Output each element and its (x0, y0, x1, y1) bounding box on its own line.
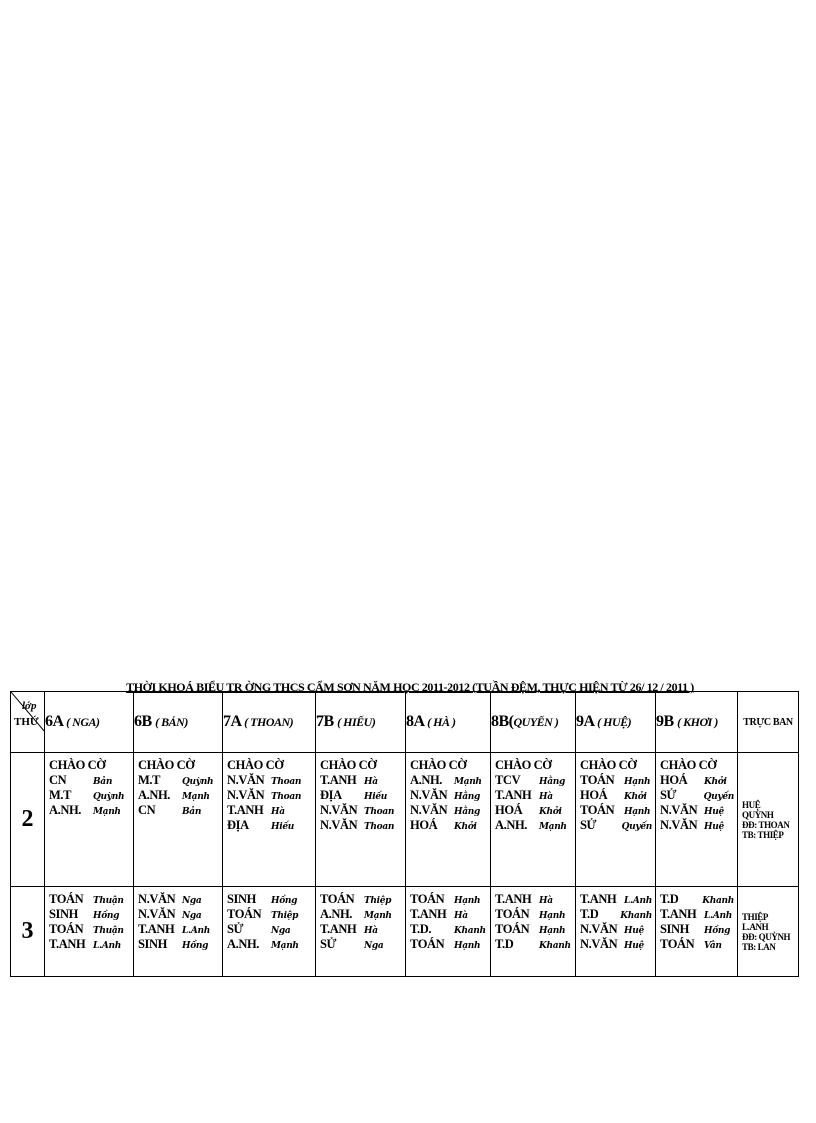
class-header-6b (134, 692, 223, 753)
lesson-subject: N.VĂN (227, 788, 265, 802)
lesson-subject: T.D (495, 937, 514, 951)
lesson-teacher: Khanh (702, 896, 734, 906)
lesson-subject: SINH (49, 907, 78, 921)
lesson-subject: CN (138, 803, 156, 817)
lesson-subject: TOÁN (495, 922, 530, 936)
class-header-7a (223, 692, 316, 753)
lesson (410, 892, 487, 907)
class-name: 7A (223, 713, 241, 730)
lesson-teacher: Khanh (539, 941, 571, 951)
lesson-teacher: Khởi (704, 777, 727, 787)
lesson-teacher: Hồng (182, 941, 209, 951)
lesson-subject: CHÀO CỜ (49, 758, 106, 772)
lesson-cell-6b (134, 753, 223, 887)
duty-line: ĐĐ: THOAN (742, 819, 790, 830)
lesson (138, 788, 219, 803)
day-number: 2 (11, 753, 45, 887)
lesson-cell-7b (316, 887, 406, 977)
lesson-teacher: Huệ (704, 807, 724, 817)
lesson-subject: SỬ (660, 788, 677, 802)
lesson (49, 922, 130, 937)
lesson-subject: A.NH. (227, 937, 260, 951)
lesson-teacher: Huệ (704, 822, 724, 832)
class-teacher: ( HÀ ) (427, 715, 456, 729)
lesson-subject: N.VĂN (320, 803, 358, 817)
lesson-teacher: L.Anh (704, 911, 733, 921)
lesson-subject: SỬ (580, 818, 597, 832)
lesson (227, 907, 312, 922)
corner-cell (11, 692, 45, 753)
lesson-teacher: Hiếu (271, 822, 294, 832)
lesson (49, 907, 130, 922)
class-name: 9A (576, 713, 594, 730)
lesson (410, 758, 487, 773)
lesson-teacher: Thiệp (364, 896, 392, 906)
lesson (138, 803, 219, 818)
lesson-teacher: Khởi (624, 792, 647, 802)
lesson (227, 758, 312, 773)
lesson-subject: N.VĂN (410, 803, 448, 817)
lesson-teacher: Hồng (93, 911, 120, 921)
lesson-teacher: Huệ (624, 941, 644, 951)
lesson-subject: T.ANH (580, 892, 617, 906)
lesson-subject: HOÁ (660, 773, 688, 787)
duty-header: TRỰC BAN (738, 692, 799, 753)
lesson (660, 937, 734, 952)
lesson-cell-6a (45, 887, 134, 977)
lesson-teacher: Hà (271, 807, 285, 817)
lesson-cell-8a (406, 887, 491, 977)
duty-line: QUỲNH (742, 809, 774, 820)
lesson-subject: CHÀO CỜ (410, 758, 467, 772)
lesson (410, 818, 487, 833)
lesson-cell-6b (134, 887, 223, 977)
header-row (11, 692, 799, 753)
lesson-subject: HOÁ (410, 818, 438, 832)
lesson-subject: TOÁN (49, 892, 84, 906)
lesson (660, 922, 734, 937)
lesson-subject: N.VĂN (320, 818, 358, 832)
class-teacher: ( KHƠI ) (677, 715, 718, 729)
duty-line: TB: LAN (742, 941, 776, 952)
lesson-subject: T.D (580, 907, 599, 921)
lesson (580, 773, 652, 788)
lesson-subject: SỬ (320, 937, 337, 951)
lesson (580, 922, 652, 937)
lesson (227, 818, 312, 833)
lesson-teacher: Vân (704, 941, 722, 951)
lesson (580, 758, 652, 773)
duty-cell (738, 753, 799, 887)
class-header-8b (491, 692, 576, 753)
lesson (495, 758, 572, 773)
class-teacher: QUYẾN ) (513, 715, 559, 729)
lesson-subject: T.D. (410, 922, 432, 936)
lesson-teacher: Quỳnh (93, 792, 125, 802)
class-header-8a (406, 692, 491, 753)
lesson-subject: A.NH. (410, 773, 443, 787)
lesson-subject: M.T (49, 788, 72, 802)
lesson-cell-7b (316, 753, 406, 887)
lesson (660, 788, 734, 803)
lesson (580, 788, 652, 803)
class-teacher: ( HIẾU) (337, 715, 376, 729)
lesson (320, 907, 402, 922)
class-header-6a (45, 692, 134, 753)
lesson-teacher: Hà (364, 777, 378, 787)
timetable-title: THỜI KHOÁ BIỂU TR ỜNG THCS CẨM SƠN NĂM HỌC 2011-2012 (TUẦN ĐỆM, THỰC HIỆN TỪ 26/ 12 / 2011 ) (126, 680, 694, 694)
lesson (660, 758, 734, 773)
lesson-subject: ĐỊA (320, 788, 342, 802)
lesson-subject: HOÁ (580, 788, 608, 802)
lesson-subject: T.D (660, 892, 679, 906)
lesson-subject: N.VĂN (660, 803, 698, 817)
lesson-teacher: Quyến (703, 792, 734, 802)
lesson-subject: SINH (227, 892, 256, 906)
lesson-teacher: Bản (93, 777, 113, 787)
lesson-subject: A.NH. (49, 803, 82, 817)
lesson-subject: N.VĂN (660, 818, 698, 832)
lesson-teacher: Hạnh (539, 911, 566, 921)
lesson (320, 773, 402, 788)
lesson-teacher: Thoan (364, 822, 395, 832)
lesson-subject: N.VĂN (138, 892, 176, 906)
lesson-subject: SINH (660, 922, 689, 936)
lesson-teacher: Mạnh (271, 941, 299, 951)
day-row (11, 753, 799, 887)
lesson (495, 818, 572, 833)
day-row (11, 887, 799, 977)
lesson-teacher: L.Anh (182, 926, 211, 936)
lesson-subject: CHÀO CỜ (227, 758, 284, 772)
lesson (495, 937, 572, 952)
lesson-subject: A.NH. (320, 907, 353, 921)
lesson-subject: A.NH. (495, 818, 528, 832)
lesson (138, 922, 219, 937)
lesson-subject: TOÁN (580, 773, 615, 787)
lesson-subject: T.ANH (495, 788, 532, 802)
lesson-subject: T.ANH (49, 937, 86, 951)
lesson-teacher: Hằng (539, 777, 565, 787)
lesson-subject: T.ANH (495, 892, 532, 906)
lesson-cell-6a (45, 753, 134, 887)
lesson-teacher: Hà (364, 926, 378, 936)
timetable-body (11, 753, 799, 977)
lesson-subject: N.VĂN (580, 922, 618, 936)
class-header-9a (576, 692, 656, 753)
lesson-teacher: Khởi (454, 822, 477, 832)
lesson (227, 788, 312, 803)
lesson-subject: N.VĂN (580, 937, 618, 951)
lesson-cell-8b (491, 887, 576, 977)
lesson-subject: TOÁN (495, 907, 530, 921)
duty-line: ĐĐ: QUỲNH (742, 931, 791, 942)
lesson (320, 818, 402, 833)
lesson (660, 803, 734, 818)
lesson-teacher: Khanh (454, 926, 486, 936)
lesson (320, 758, 402, 773)
lesson-teacher: Bản (182, 807, 202, 817)
lesson-teacher: Mạnh (454, 777, 482, 787)
lesson-subject: CHÀO CỜ (138, 758, 195, 772)
lesson (495, 892, 572, 907)
lesson-teacher: Mạnh (182, 792, 210, 802)
lesson (320, 892, 402, 907)
lesson-subject: CHÀO CỜ (580, 758, 637, 772)
duty-line: THIỆP (742, 911, 769, 922)
lesson-teacher: Hồng (271, 896, 298, 906)
lesson-teacher: Hằng (454, 807, 480, 817)
lesson-subject: SỬ (227, 922, 244, 936)
lesson (495, 773, 572, 788)
lesson (227, 922, 312, 937)
lesson-subject: A.NH. (138, 788, 171, 802)
lesson-subject: CHÀO CỜ (660, 758, 717, 772)
lesson-teacher: Mạnh (93, 807, 121, 817)
lesson-subject: M.T (138, 773, 161, 787)
lesson (227, 937, 312, 952)
lesson-cell-9a (576, 887, 656, 977)
lesson-cell-9a (576, 753, 656, 887)
lesson-subject: TOÁN (49, 922, 84, 936)
lesson-teacher: Hà (454, 911, 468, 921)
lesson (227, 773, 312, 788)
lesson-cell-9b (656, 887, 738, 977)
lesson-teacher: Hạnh (624, 807, 651, 817)
lesson (410, 922, 487, 937)
class-teacher: ( NGA) (66, 715, 100, 729)
lesson-subject: T.ANH (320, 922, 357, 936)
lesson-teacher: Nga (364, 941, 384, 951)
day-number: 3 (11, 887, 45, 977)
lesson-subject: CHÀO CỜ (495, 758, 552, 772)
lesson (49, 758, 130, 773)
lesson-subject: TOÁN (320, 892, 355, 906)
lesson-teacher: Hồng (704, 926, 731, 936)
lesson (320, 922, 402, 937)
class-teacher: ( HUỆ) (597, 715, 632, 729)
lesson-teacher: Quyến (621, 822, 652, 832)
lesson-cell-7a (223, 753, 316, 887)
lesson-teacher: Hạnh (624, 777, 651, 787)
lesson (410, 907, 487, 922)
lesson (580, 907, 652, 922)
lesson-subject: T.ANH (410, 907, 447, 921)
lesson (410, 788, 487, 803)
lesson (138, 937, 219, 952)
lesson (660, 818, 734, 833)
class-name: 6B (134, 713, 152, 730)
lesson-subject: ĐỊA (227, 818, 249, 832)
corner-class-label: lớp (22, 700, 37, 712)
lesson (49, 803, 130, 818)
lesson-teacher: Huệ (624, 926, 644, 936)
lesson-subject: TOÁN (580, 803, 615, 817)
lesson-subject: T.ANH (227, 803, 264, 817)
lesson-teacher: Hạnh (454, 941, 481, 951)
lesson (320, 788, 402, 803)
lesson (320, 803, 402, 818)
lesson (227, 803, 312, 818)
lesson-teacher: Thiệp (271, 911, 299, 921)
lesson (49, 788, 130, 803)
lesson (660, 773, 734, 788)
lesson-teacher: Khởi (539, 807, 562, 817)
class-header-9b (656, 692, 738, 753)
lesson (410, 937, 487, 952)
lesson-subject: T.ANH (660, 907, 697, 921)
lesson-teacher: L.Anh (93, 941, 122, 951)
lesson (49, 892, 130, 907)
lesson-subject: TOÁN (410, 937, 445, 951)
duty-line: L.ANH (742, 921, 769, 932)
lesson-subject: TCV (495, 773, 521, 787)
lesson-cell-9b (656, 753, 738, 887)
lesson-subject: T.ANH (138, 922, 175, 936)
lesson (410, 803, 487, 818)
timetable (10, 691, 799, 977)
lesson (320, 937, 402, 952)
lesson-teacher: Quỳnh (182, 777, 214, 787)
lesson (660, 892, 734, 907)
duty-line: TB: THIỆP (742, 829, 784, 840)
lesson-teacher: Nga (182, 896, 202, 906)
lesson (495, 788, 572, 803)
lesson-teacher: Thoan (271, 777, 302, 787)
lesson-teacher: Thuận (93, 896, 124, 906)
lesson-teacher: Hạnh (539, 926, 566, 936)
lesson (138, 907, 219, 922)
duty-line: HUỆ (742, 799, 761, 810)
lesson-subject: CHÀO CỜ (320, 758, 377, 772)
class-name: 8A (406, 713, 424, 730)
lesson (49, 937, 130, 952)
lesson-teacher: Hằng (454, 792, 480, 802)
class-name: 6A (45, 713, 63, 730)
lesson (580, 818, 652, 833)
class-teacher: ( BẢN) (155, 715, 188, 729)
corner-day-label: THỨ (14, 716, 39, 728)
lesson (138, 758, 219, 773)
class-name: 9B (656, 713, 674, 730)
lesson-teacher: Nga (271, 926, 291, 936)
lesson (227, 892, 312, 907)
lesson-teacher: Mạnh (364, 911, 392, 921)
lesson-teacher: L.Anh (623, 896, 652, 906)
lesson-subject: CN (49, 773, 67, 787)
lesson-subject: TOÁN (660, 937, 695, 951)
lesson-cell-7a (223, 887, 316, 977)
lesson-teacher: Hà (539, 792, 553, 802)
lesson-teacher: Hà (539, 896, 553, 906)
class-teacher: ( THOAN) (244, 715, 294, 729)
lesson-subject: N.VĂN (227, 773, 265, 787)
lesson (410, 773, 487, 788)
lesson-subject: SINH (138, 937, 167, 951)
lesson-cell-8a (406, 753, 491, 887)
duty-cell (738, 887, 799, 977)
class-name: 8B( (491, 713, 514, 730)
lesson (138, 773, 219, 788)
lesson-teacher: Mạnh (539, 822, 567, 832)
lesson (138, 892, 219, 907)
lesson (495, 922, 572, 937)
lesson (580, 803, 652, 818)
lesson-subject: TOÁN (410, 892, 445, 906)
lesson-subject: N.VĂN (410, 788, 448, 802)
lesson-teacher: Khanh (620, 911, 652, 921)
lesson (580, 937, 652, 952)
lesson-subject: N.VĂN (138, 907, 176, 921)
lesson-teacher: Thoan (271, 792, 302, 802)
lesson-teacher: Nga (182, 911, 202, 921)
lesson-subject: T.ANH (320, 773, 357, 787)
lesson (660, 907, 734, 922)
lesson-teacher: Hiếu (364, 792, 387, 802)
class-name: 7B (316, 713, 334, 730)
lesson-cell-8b (491, 753, 576, 887)
lesson (495, 907, 572, 922)
lesson-teacher: Thoan (364, 807, 395, 817)
class-header-7b (316, 692, 406, 753)
lesson (495, 803, 572, 818)
lesson-subject: HOÁ (495, 803, 523, 817)
lesson-teacher: Hạnh (454, 896, 481, 906)
lesson-subject: TOÁN (227, 907, 262, 921)
lesson (580, 892, 652, 907)
lesson (49, 773, 130, 788)
lesson-teacher: Thuận (93, 926, 124, 936)
